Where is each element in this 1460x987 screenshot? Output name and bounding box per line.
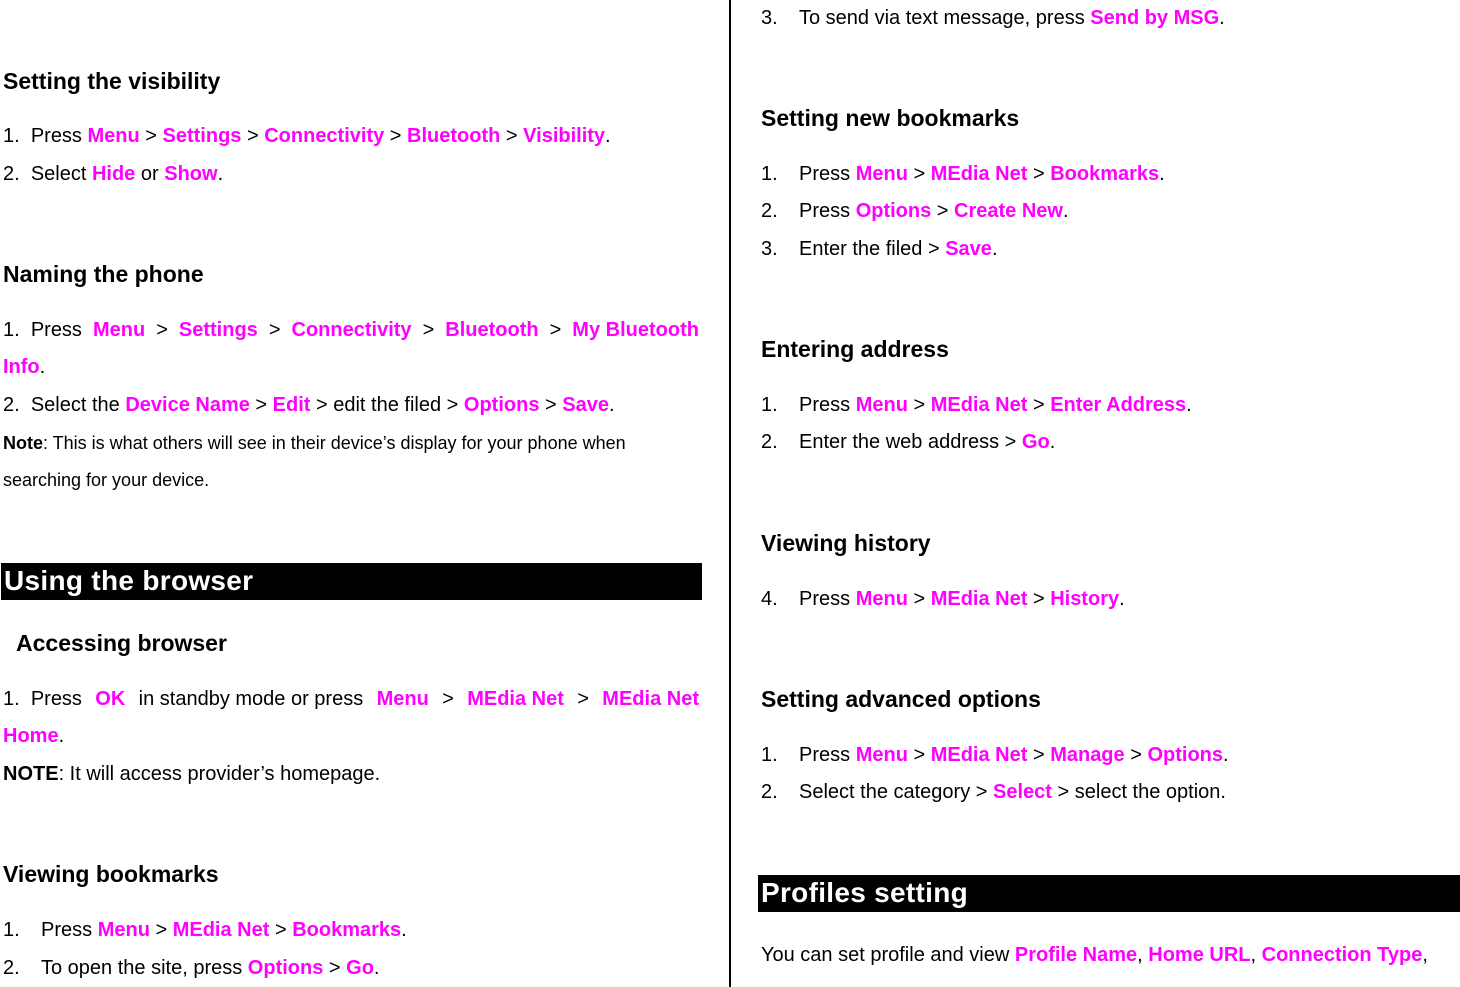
kw-menu: Menu — [855, 744, 908, 766]
kw-go: Go — [1021, 431, 1050, 453]
note-label: NOTE — [3, 763, 59, 785]
address-step-2: 2. Enter the web address > Go. — [761, 431, 1056, 453]
kw-connectivity: Connectivity — [291, 319, 412, 341]
kw-home: Home — [3, 725, 59, 747]
kw-settings: Settings — [162, 125, 242, 147]
heading-naming-phone: Naming the phone — [3, 261, 204, 287]
address-step-1: 1. Press Menu > MEdia Net > Enter Address. — [761, 394, 1192, 416]
bookmarks-step-2: 2. To open the site, press Options > Go. — [3, 957, 380, 979]
naming-step-1: 1. Press Menu > Settings > Connectivity > Bluetooth > My Bluetooth — [3, 319, 699, 341]
kw-options: Options — [247, 957, 324, 979]
kw-menu: Menu — [855, 588, 908, 610]
kw-menu: Menu — [855, 163, 908, 185]
kw-menu: Menu — [92, 319, 146, 341]
heading-setting-visibility: Setting the visibility — [3, 68, 221, 94]
kw-media-net: MEdia Net — [930, 163, 1028, 185]
kw-bookmarks: Bookmarks — [1050, 163, 1160, 185]
new-bookmarks-step-3: 3. Enter the filed > Save. — [761, 238, 998, 260]
kw-menu: Menu — [376, 688, 429, 710]
naming-note-cont: searching for your device. — [3, 470, 210, 490]
advanced-step-1: 1. Press Menu > MEdia Net > Manage > Options. — [761, 744, 1229, 766]
kw-go: Go — [346, 957, 374, 979]
note-label: Note — [3, 433, 43, 453]
kw-my-bluetooth: My Bluetooth — [572, 319, 699, 341]
heading-viewing-history: Viewing history — [761, 530, 931, 556]
section-bar-profiles-setting: Profiles setting — [758, 875, 1460, 912]
kw-bookmarks: Bookmarks — [292, 919, 402, 941]
visibility-step-2: 2. Select Hide or Show. — [3, 163, 224, 185]
kw-settings: Settings — [178, 319, 258, 341]
kw-menu: Menu — [855, 394, 908, 416]
kw-enter-address: Enter Address — [1050, 394, 1187, 416]
accessing-note: NOTE: It will access provider’s homepage. — [3, 763, 381, 785]
accessing-step-1-cont: Home. — [3, 725, 65, 747]
kw-media-net: MEdia Net — [930, 588, 1028, 610]
kw-connectivity: Connectivity — [264, 125, 385, 147]
naming-note: Note: This is what others will see in their device’s display for your phone when — [3, 433, 626, 453]
kw-connection-type: Connection Type — [1261, 944, 1423, 966]
kw-options: Options — [855, 200, 932, 222]
right-column — [731, 0, 1460, 987]
kw-media-net: MEdia Net — [172, 919, 270, 941]
kw-profile-name: Profile Name — [1014, 944, 1138, 966]
kw-bluetooth: Bluetooth — [445, 319, 539, 341]
section-bar-using-browser: Using the browser — [1, 563, 702, 600]
history-step-4: 4. Press Menu > MEdia Net > History. — [761, 588, 1125, 610]
kw-options: Options — [463, 394, 540, 416]
kw-options: Options — [1147, 744, 1223, 766]
kw-history: History — [1050, 588, 1120, 610]
kw-show: Show — [164, 163, 218, 185]
visibility-step-1: 1. Press Menu > Settings > Connectivity > Bluetooth > Visibility. — [3, 125, 611, 147]
kw-select: Select — [993, 781, 1052, 803]
kw-save: Save — [562, 394, 609, 416]
naming-step-2: 2. Select the Device Name > Edit > edit the filed > Options > Save. — [3, 394, 615, 416]
kw-hide: Hide — [91, 163, 136, 185]
kw-media-net: MEdia Net — [930, 744, 1028, 766]
new-bookmarks-step-2: 2. Press Options > Create New. — [761, 200, 1069, 222]
send-step-3: 3. To send via text message, press Send by MSG. — [761, 7, 1225, 29]
accessing-step-1: 1. Press OK in standby mode or press Menu > MEdia Net > MEdia Net — [3, 688, 699, 710]
kw-manage: Manage — [1050, 744, 1125, 766]
kw-visibility: Visibility — [523, 125, 606, 147]
kw-media-net: MEdia Net — [930, 394, 1028, 416]
kw-edit: Edit — [272, 394, 311, 416]
new-bookmarks-step-1: 1. Press Menu > MEdia Net > Bookmarks. — [761, 163, 1165, 185]
kw-info: Info — [3, 356, 40, 378]
kw-device-name: Device Name — [125, 394, 250, 416]
naming-step-1-cont: Info. — [3, 356, 46, 378]
profiles-text: You can set profile and view Profile Name, Home URL, Connection Type, — [761, 944, 1428, 966]
left-column — [0, 0, 703, 987]
kw-menu: Menu — [97, 919, 150, 941]
heading-setting-new-bookmarks: Setting new bookmarks — [761, 105, 1020, 131]
kw-create-new: Create New — [954, 200, 1063, 222]
kw-save: Save — [945, 238, 992, 260]
kw-media-net: MEdia Net — [467, 688, 564, 710]
kw-menu: Menu — [87, 125, 140, 147]
kw-media-net-home: MEdia Net — [602, 688, 699, 710]
advanced-step-2: 2. Select the category > Select > select the option. — [761, 781, 1226, 803]
heading-entering-address: Entering address — [761, 336, 949, 362]
heading-accessing-browser: Accessing browser — [16, 630, 227, 656]
heading-advanced-options: Setting advanced options — [761, 686, 1041, 712]
kw-home-url: Home URL — [1148, 944, 1251, 966]
heading-viewing-bookmarks: Viewing bookmarks — [3, 861, 219, 887]
bookmarks-step-1: 1. Press Menu > MEdia Net > Bookmarks. — [3, 919, 407, 941]
kw-ok: OK — [95, 688, 126, 710]
kw-send-by-msg: Send by MSG — [1090, 7, 1220, 29]
kw-bluetooth: Bluetooth — [407, 125, 501, 147]
